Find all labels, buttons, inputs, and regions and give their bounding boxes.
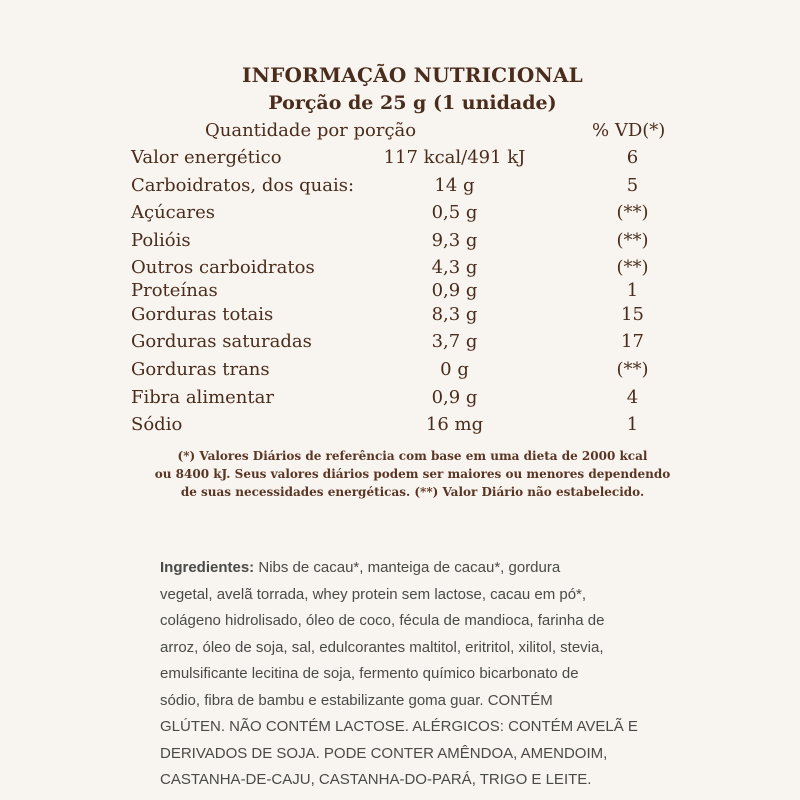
ingredients-label: Ingredientes:: [160, 559, 255, 576]
nutrient-amount: 9,3 g: [431, 230, 478, 251]
ingredients-line: emulsificante lecitina de soja, fermento químico bicarbonato de: [160, 665, 579, 682]
nutrient-name: Fibra alimentar: [131, 387, 274, 408]
nutrient-name: Sódio: [131, 414, 183, 435]
footnote-line: ou 8400 kJ. Seus valores diários podem ser maiores ou menores dependendo: [154, 467, 671, 481]
nutrient-vd: (**): [616, 359, 649, 380]
nutrient-vd: (**): [616, 202, 649, 223]
ingredients-line: [160, 555, 660, 582]
ingredients-line: GLÚTEN. NÃO CONTÉM LACTOSE. ALÉRGICOS: CONTÉM AVELÃ E: [160, 718, 638, 735]
nutrient-row: [0, 230, 800, 256]
nutrient-row: [0, 387, 800, 413]
footnote-line: de suas necessidades energéticas. (**) Valor Diário não estabelecido.: [180, 485, 645, 499]
portion-size: Porção de 25 g (1 unidade): [268, 92, 557, 114]
nutrient-amount: 8,3 g: [431, 304, 478, 325]
nutrient-name: Açúcares: [131, 202, 215, 223]
ingredients-block: [160, 555, 660, 794]
nutrition-footnote: [0, 447, 800, 501]
nutrient-amount: 3,7 g: [431, 331, 478, 352]
footnote-line: (*) Valores Diários de referência com base em uma dieta de 2000 kcal: [177, 449, 648, 463]
nutrient-row: [0, 202, 800, 228]
header-quantity: Quantidade por porção: [205, 120, 417, 141]
nutrient-name: Gorduras totais: [131, 304, 274, 325]
header-daily-value: % VD(*): [592, 120, 666, 141]
ingredients-line: sódio, fibra de bambu e estabilizante goma guar. CONTÉM: [160, 691, 553, 709]
nutrient-vd: 4: [626, 387, 639, 408]
nutrient-name: Proteínas: [131, 280, 218, 301]
ingredients-line: vegetal, avelã torrada, whey protein sem lactose, cacau em pó*,: [160, 585, 587, 603]
nutrient-vd: 15: [621, 304, 644, 325]
nutrient-amount: 0 g: [440, 359, 469, 380]
ingredients-line: DERIVADOS DE SOJA. PODE CONTER AMÊNDOA, AMENDOIM,: [160, 744, 608, 762]
ingredients-line: colágeno hidrolisado, óleo de coco, fécula de mandioca, farinha de: [160, 612, 605, 629]
nutrient-name: Polióis: [131, 230, 191, 251]
nutrient-amount: 0,9 g: [431, 280, 478, 301]
nutrient-row: [0, 414, 800, 440]
ingredients-line: arroz, óleo de soja, sal, edulcorantes maltitol, eritritol, xilitol, stevia,: [160, 638, 604, 656]
nutrient-vd: (**): [616, 257, 649, 278]
nutrient-row: [0, 331, 800, 357]
nutrient-name: Carboidratos, dos quais:: [131, 175, 355, 196]
nutrient-amount: 0,5 g: [431, 202, 478, 223]
nutrient-vd: 6: [626, 147, 639, 168]
nutrient-row: [0, 280, 800, 306]
nutrient-amount: 0,9 g: [431, 387, 478, 408]
nutrient-row: [0, 147, 800, 173]
nutrient-amount: 16 mg: [425, 414, 484, 435]
nutrient-name: Valor energético: [131, 147, 282, 168]
nutrient-row: [0, 175, 800, 201]
nutrient-vd: 5: [626, 175, 639, 196]
ingredients-line: CASTANHA-DE-CAJU, CASTANHA-DO-PARÁ, TRIGO E LEITE.: [160, 771, 592, 788]
nutrient-vd: 1: [626, 280, 639, 301]
ingredients-text: Nibs de cacau*, manteiga de cacau*, gordura: [254, 559, 561, 576]
nutrient-amount: 117 kcal/491 kJ: [383, 147, 526, 168]
nutrient-amount: 14 g: [434, 175, 475, 196]
nutrient-row: [0, 359, 800, 385]
nutrient-name: Gorduras trans: [131, 359, 270, 380]
nutrient-vd: 17: [621, 331, 644, 352]
nutrient-vd: (**): [616, 230, 649, 251]
nutrition-title: INFORMAÇÃO NUTRICIONAL: [242, 63, 583, 87]
nutrient-name: Gorduras saturadas: [131, 331, 312, 352]
nutrient-row: [0, 304, 800, 330]
nutrient-name: Outros carboidratos: [131, 257, 315, 278]
nutrient-vd: 1: [626, 414, 639, 435]
nutrient-amount: 4,3 g: [431, 257, 478, 278]
